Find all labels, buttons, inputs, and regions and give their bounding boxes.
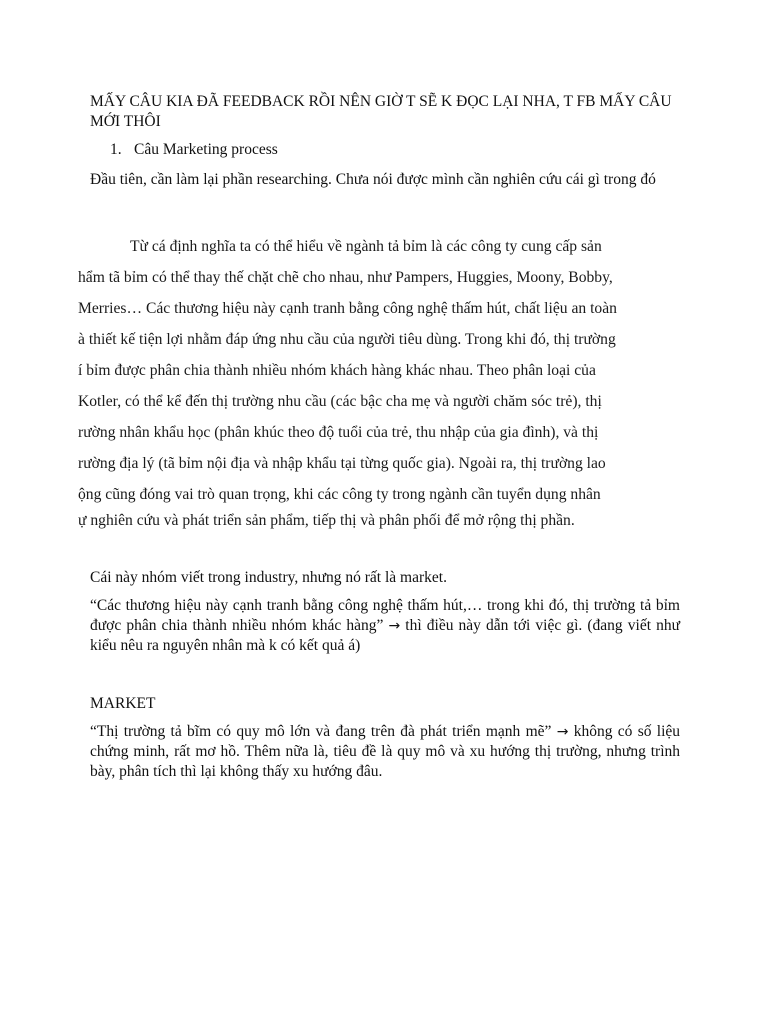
quote-comment: thì điều này dẫn tới việc gì. (đang viết như kiểu nêu ra nguyên nhân mà k có kết quả á) xyxy=(90,617,681,654)
excerpt-line: Kotler, có thể kể đến thị trường nhu cầu (các bậc cha mẹ và người chăm sóc trẻ), thị xyxy=(78,393,602,410)
excerpt-line: ự nghiên cứu và phát triển sản phẩm, tiếp thị và phân phối để mở rộng thị phần. xyxy=(78,512,575,529)
excerpt-line: à thiết kế tiện lợi nhằm đáp ứng nhu cầu của người tiêu dùng. Trong khi đó, thị trường xyxy=(78,331,616,348)
list-item-label: Câu Marketing process xyxy=(134,141,278,158)
comment-quote-1 xyxy=(90,596,680,656)
document-top xyxy=(90,92,680,190)
list-number: 1. xyxy=(110,141,122,158)
excerpt-line: hẩm tã bỉm có thể thay thế chặt chẽ cho nhau, như Pampers, Huggies, Moony, Bobby, xyxy=(78,269,613,286)
document-heading: MẤY CÂU KIA ĐÃ FEEDBACK RỒI NÊN GIỜ T SẼ K ĐỌC LẠI NHA, T FB MẤY CÂU MỚI THÔI xyxy=(90,93,672,130)
quote-text: “Các thương hiệu này cạnh tranh bằng công nghệ thấm hút,… trong khi đó, thị trường tả bỉm được phân chia thành nhiều nhóm khác hàng” xyxy=(90,597,680,634)
intro-paragraph: Đầu tiên, cần làm lại phần researching. Chưa nói được mình cần nghiên cứu cái gì trong đó xyxy=(90,171,656,188)
document-comments xyxy=(90,568,680,782)
excerpt-line: í bỉm được phân chia thành nhiều nhóm khách hàng khác nhau. Theo phân loại của xyxy=(78,362,596,379)
arrow-right-icon: → xyxy=(388,618,401,634)
pasted-excerpt-image xyxy=(78,234,670,534)
comment-industry: Cái này nhóm viết trong industry, nhưng nó rất là market. xyxy=(90,569,447,586)
quote-text: “Thị trường tả bĩm có quy mô lớn và đang trên đà phát triển mạnh mẽ” xyxy=(90,723,552,740)
comment-quote-2 xyxy=(90,722,680,782)
list-item-marketing-process xyxy=(90,140,680,160)
excerpt-line: rường nhân khẩu học (phân khúc theo độ tuổi của trẻ, thu nhập của gia đình), và thị xyxy=(78,424,599,441)
section-heading-market: MARKET xyxy=(90,695,156,712)
excerpt-line: rường địa lý (tã bỉm nội địa và nhập khẩu tại từng quốc gia). Ngoài ra, thị trường lao xyxy=(78,455,606,472)
arrow-right-icon: → xyxy=(556,724,569,740)
quote-comment: không có số liệu chứng minh, rất mơ hồ. Thêm nữa là, tiêu đề là quy mô và xu hướng thị trường, nhưng trình bày, phân tích thì lại không thấy xu hướng đâu. xyxy=(90,723,681,780)
excerpt-line: ộng cũng đóng vai trò quan trọng, khi các công ty trong ngành cần tuyển dụng nhân xyxy=(78,486,601,503)
excerpt-line: Từ cá định nghĩa ta có thể hiểu về ngành tả bỉm là các công ty cung cấp sản xyxy=(130,238,602,255)
excerpt-line: Merries… Các thương hiệu này cạnh tranh bằng công nghệ thấm hút, chất liệu an toàn xyxy=(78,300,617,317)
